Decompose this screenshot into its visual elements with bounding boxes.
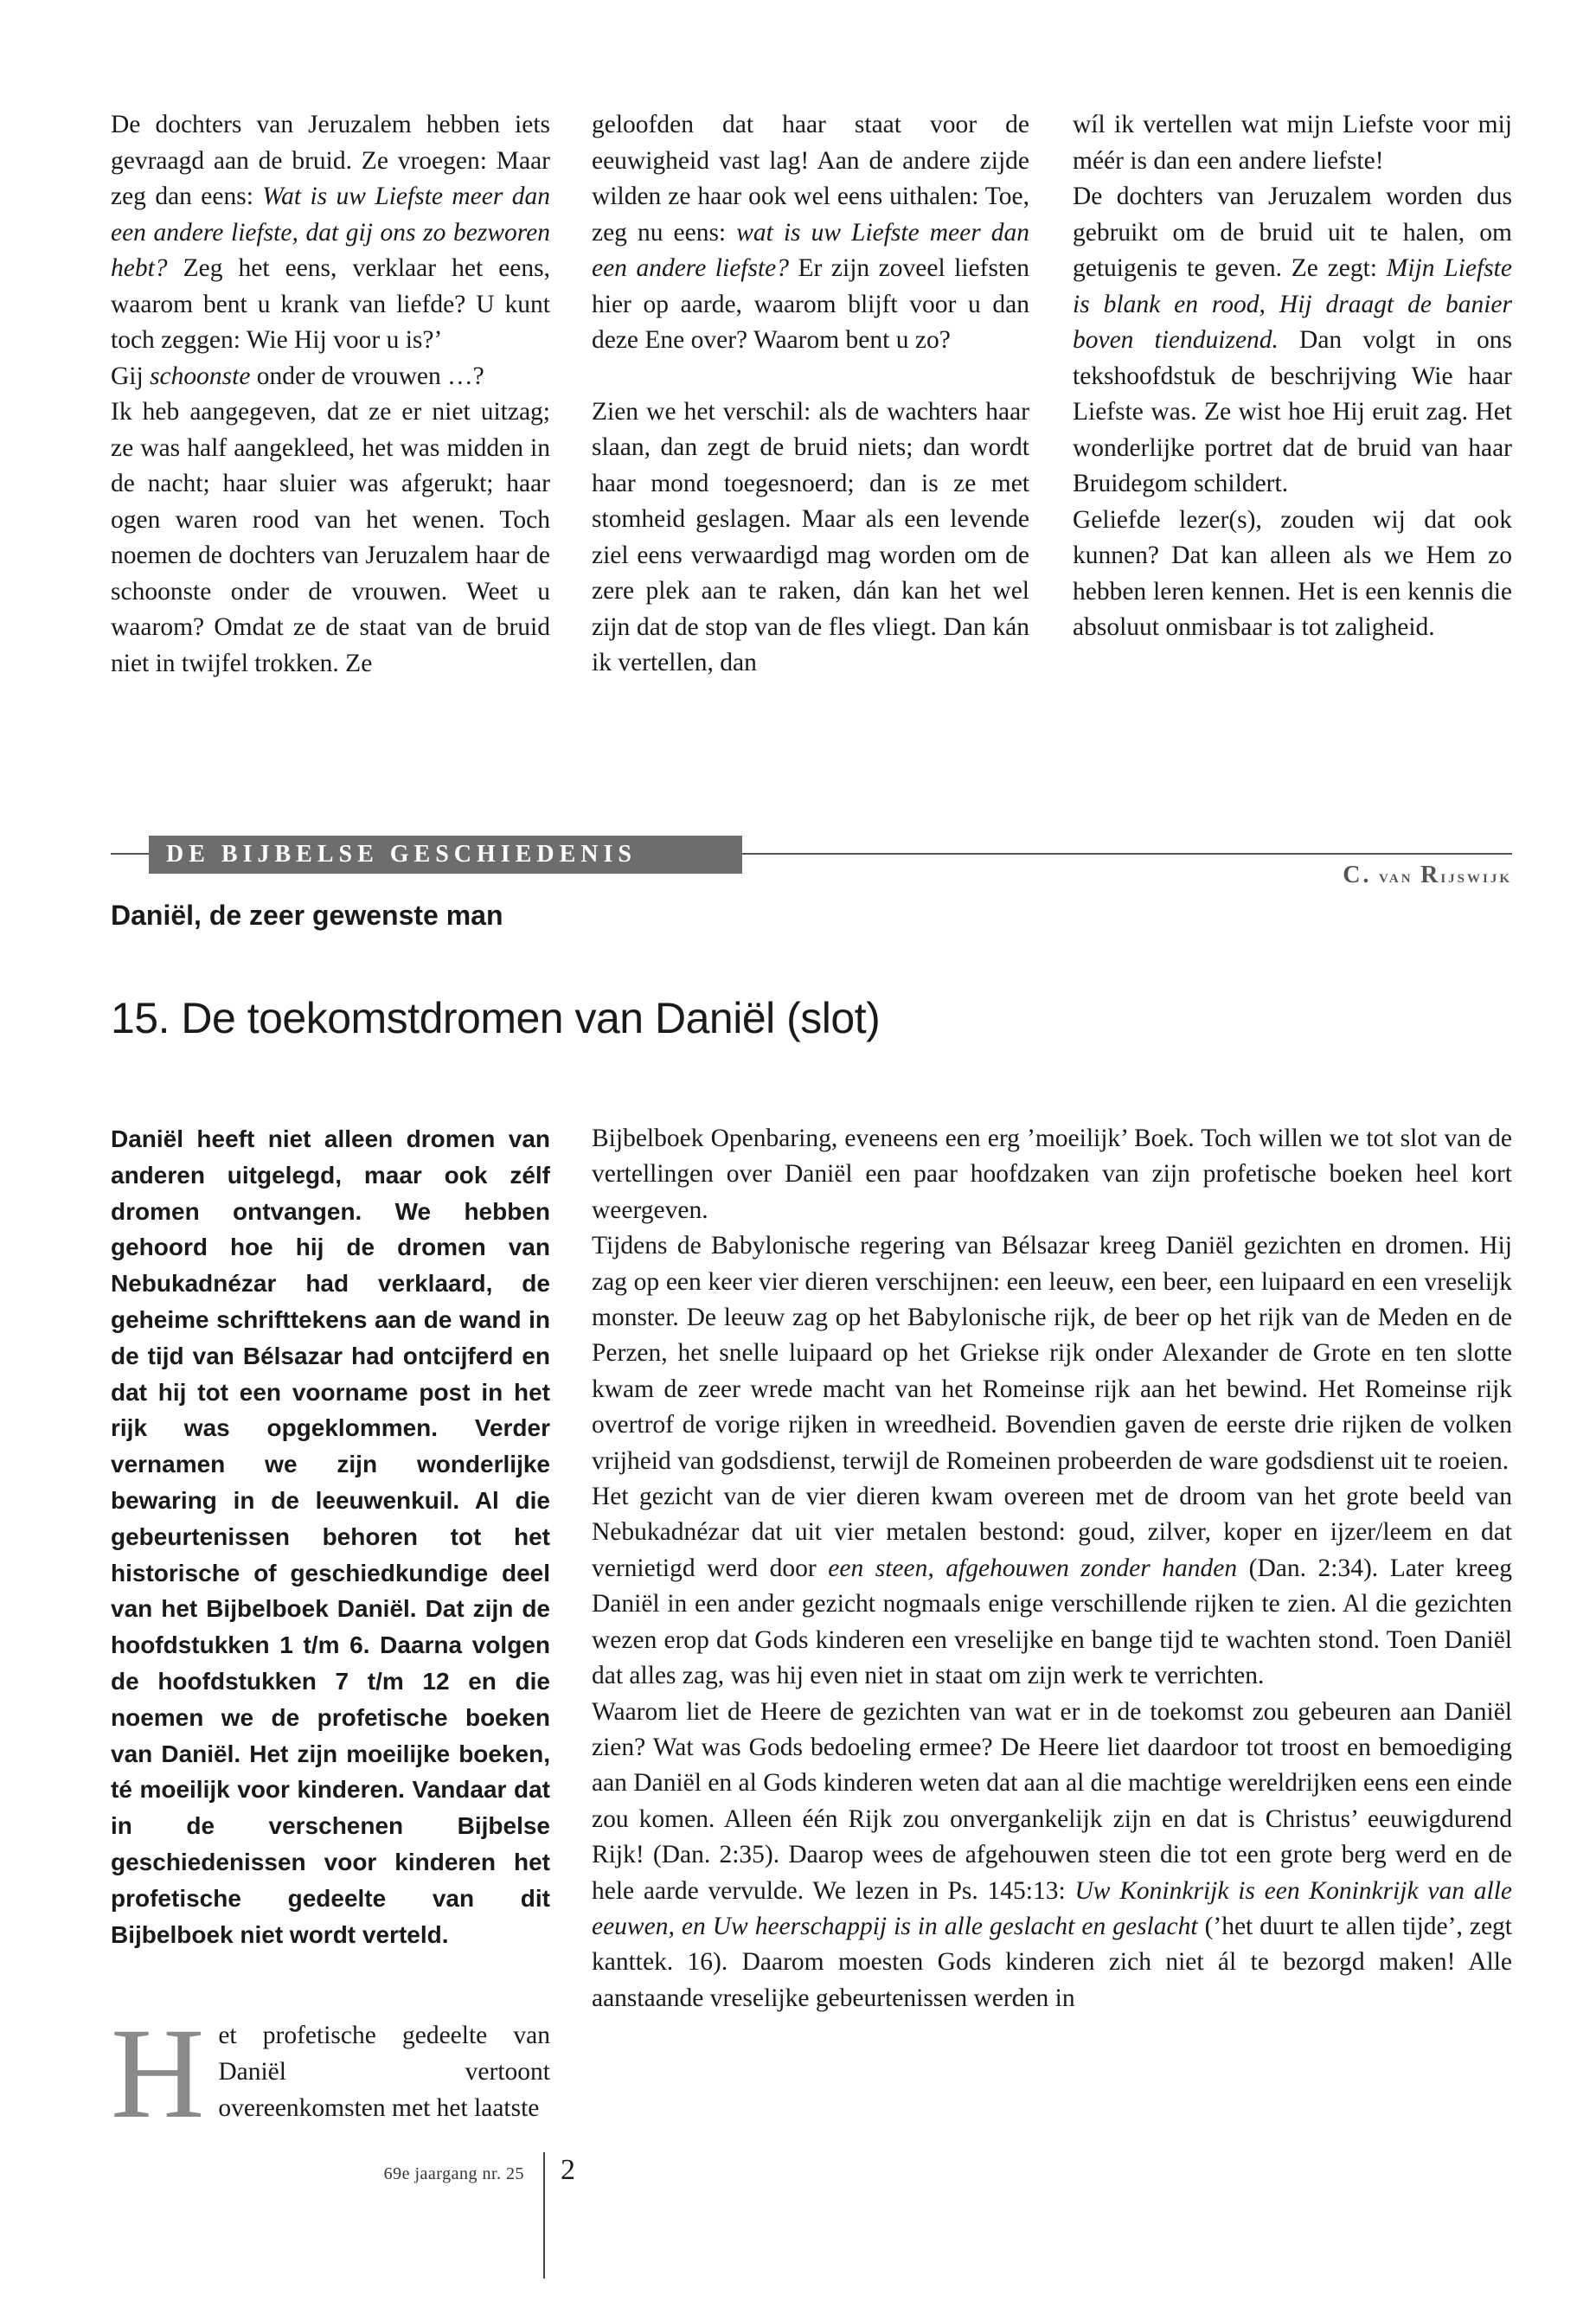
author-surname-initial: R xyxy=(1420,862,1441,888)
author-surname-rest: ijswijk xyxy=(1440,865,1512,887)
text-run: (’het duurt te allen tijde’, zegt kanttek. 16). Daarom moesten Gods kinderen zich niet ál te bezorgd maken! Alle aanstaande vreselijke gebeurtenissen werden in xyxy=(592,1912,1513,2012)
text-run: Gij xyxy=(111,362,151,390)
top-column-3 xyxy=(1073,107,1512,646)
italic-quote: wat is uw Liefste meer dan een andere liefste? xyxy=(592,218,1030,282)
author-infix: van xyxy=(1379,865,1413,887)
section-label: DE BIJBELSE GESCHIEDENIS xyxy=(149,836,742,874)
italic-quote: schoonste xyxy=(150,362,251,390)
author-initial: C. xyxy=(1343,862,1372,888)
article-opening xyxy=(111,2002,550,2145)
text-run: Het gezicht van de vier dieren kwam overeen met de droom van het grote beeld van Nebukadnézar dat uit vier metalen bestond: goud, zilver, koper en ijzer/leem en dat vernietigd werd door xyxy=(592,1483,1512,1582)
italic-quote: Uw Koninkrijk is een Koninkrijk van alle eeuwen, en Uw heerschappij is in alle geslacht en geslacht xyxy=(592,1876,1512,1940)
paragraph: Zien we het verschil: als de wachters haar slaan, dan zegt de bruid niets; dan wordt haar mond toegesnoerd; dan is ze met stomheid geslagen. Maar als een levende ziel eens verwaardigd mag worden om de zere plek aan te raken, dán kan het wel zijn dat de stop van de fles vliegt. Dan kán ik vertellen, dan xyxy=(592,397,1029,676)
text-run: De dochters van Jeruzalem worden dus gebruikt om de bruid uit te halen, om getuigenis te geven. Ze zegt: xyxy=(1073,183,1512,282)
paragraph xyxy=(111,107,550,359)
text-run: Dan volgt in ons tekshoofdstuk de beschrijving Wie haar Liefste was. Ze wist hoe Hij eruit zag. Het wonderlijke portret dat de bruid van haar Bruidegom schildert. xyxy=(1073,326,1513,497)
article-intro xyxy=(111,1121,550,1952)
paragraph xyxy=(592,1695,1512,2017)
text-run: Zeg het eens, verklaar het eens, waarom bent u krank van liefde? U kunt toch zeggen: Wie Hij voor u is?’ xyxy=(111,254,550,354)
text-run: Er zijn zoveel liefsten hier op aarde, waarom blijft voor u dan deze Ene over? Waarom bent u zo? xyxy=(592,254,1029,354)
text-run: geloofden dat haar staat voor de eeuwigheid vast lag! Aan de andere zijde wilden ze haar ook wel eens uithalen: Toe, zeg nu eens: xyxy=(592,111,1029,247)
issue-info: 69e jaargang nr. 25 xyxy=(383,2164,524,2183)
text-run: onder de vrouwen …? xyxy=(250,362,484,390)
article-title: 15. De toekomstdromen van Daniël (slot) xyxy=(111,994,881,1042)
paragraph xyxy=(592,1479,1512,1694)
paragraph: Ik heb aangegeven, dat ze er niet uitzag; ze was half aangekleed, het was midden in de nacht; haar sluier was afgerukt; haar ogen waren rood van het wenen. Toch noemen de dochters van Jeruzalem haar de schoonste onder de vrouwen. Weet u waarom? Omdat ze de staat van de bruid niet in twijfel trokken. Ze xyxy=(111,398,550,677)
top-column-1 xyxy=(111,107,550,682)
intro-paragraph: Daniël heeft niet alleen dromen van anderen uitgelegd, maar ook zélf dromen ontvangen. We hebben gehoord hoe hij de dromen van Nebukadnézar had verklaard, de geheime schrifttekens aan de wand in de tijd van Bélsazar had ontcijferd en dat hij tot een voorname post in het rijk was opgeklommen. Verder vernamen we zijn wonderlijke bewaring in de leeuwenkuil. Al die gebeurtenissen behoren tot het historische of geschiedkundige deel van het Bijbelboek Daniël. Dat zijn de hoofdstukken 1 t/m 6. Daarna volgen de hoofdstukken 7 t/m 12 en die noemen we de profetische boeken van Daniël. Het zijn moeilijke boeken, té moeilijk voor kinderen. Vandaar dat in de verschenen Bijbelse geschiedenissen voor kinderen het profetische gedeelte van dit Bijbelboek niet wordt verteld. xyxy=(111,1125,550,1948)
text-run: (Dan. 2:34). Later kreeg Daniël in een ander gezicht nogmaals enige verschillende rijken te zien. Al die gezichten wezen erop dat Gods kinderen een vreselijke en bange tijd te wachten stond. Toen Daniël dat alles zag, was hij even niet in staat om zijn werk te verrichten. xyxy=(592,1554,1512,1690)
paragraph: Bijbelboek Openbaring, eveneens een erg ’moeilijk’ Boek. Toch willen we tot slot van de vertellingen over Daniël een paar hoofdzaken van zijn profetische boeken heel kort weergeven. xyxy=(592,1125,1512,1224)
paragraph: wíl ik vertellen wat mijn Liefste voor mij méér is dan een andere liefste! xyxy=(1073,111,1512,175)
italic-quote: Mijn Liefste is blank en rood, Hij draagt de banier boven tienduizend. xyxy=(1073,254,1512,354)
drop-cap: H xyxy=(111,2002,205,2145)
top-column-2 xyxy=(592,107,1029,682)
italic-quote: Wat is uw Liefste meer dan een andere liefste, dat gij ons zo bezworen hebt? xyxy=(111,183,550,282)
article-body xyxy=(592,1121,1512,2016)
footer-divider xyxy=(543,2152,545,2279)
paragraph: Geliefde lezer(s), zouden wij dat ook kunnen? Dat kan alleen als we Hem zo hebben leren kennen. Het is een kennis die absoluut onmisbaar is tot zaligheid. xyxy=(1073,505,1512,641)
page-number: 2 xyxy=(561,2154,575,2186)
author-byline xyxy=(1343,862,1512,889)
series-title: Daniël, de zeer gewenste man xyxy=(111,900,503,931)
paragraph xyxy=(111,359,550,395)
paragraph xyxy=(1073,179,1512,503)
paragraph xyxy=(592,107,1029,359)
italic-quote: een steen, afgehouwen zonder handen xyxy=(828,1554,1238,1582)
paragraph: Tijdens de Babylonische regering van Bélsazar kreeg Daniël gezichten en dromen. Hij zag op een keer vier dieren verschijnen: een leeuw, een beer, een luipaard en een vreselijk monster. De leeuw zag op het Babylonische rijk, de beer op het rijk van de Meden en de Perzen, het snelle luipaard op het Griekse rijk onder Alexander de Grote en ten slotte kwam de zeer wrede macht van het Romeinse rijk aan het bewind. Het Romeinse rijk overtrof de vorige rijken in wreedheid. Bovendien gaven de eerste drie rijken de volken vrijheid van godsdienst, terwijl de Romeinen probeerden de ware godsdienst uit te roeien. xyxy=(592,1232,1512,1475)
opening-text: et profetische gedeelte van Daniël vertoont overeenkomsten met het laatste xyxy=(218,2022,550,2122)
text-run: De dochters van Jeruzalem hebben iets gevraagd aan de bruid. Ze vroegen: Maar zeg dan eens: xyxy=(111,111,550,210)
text-run: Waarom liet de Heere de gezichten van wat er in de toekomst zou gebeuren aan Daniël zien? Wat was Gods bedoeling ermee? De Heere liet daardoor tot troost en bemoediging aan Daniël en al Gods kinderen weten dat aan al die machtige wereldrijken eens een einde zou komen. Alleen één Rijk zou onvergankelijk zijn en dat is Christus’ eeuwigdurend Rijk! (Dan. 2:35). Daarop wees de afgehouwen steen die tot een grote berg werd en de hele aarde vervulde. We lezen in Ps. 145:13: xyxy=(592,1697,1512,1905)
